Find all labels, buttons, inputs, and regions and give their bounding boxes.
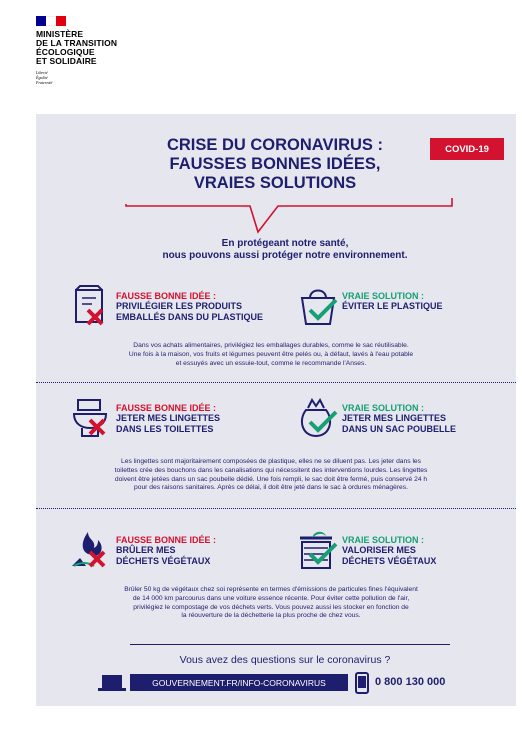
good-solution-text: ÉVITER LE PLASTIQUE [342, 301, 443, 311]
paragraph-line: et essuyés avec un essuie-tout, comme le recommande l'Anses. [175, 359, 367, 367]
reusable-bag-check-icon [296, 284, 342, 328]
good-solution-wipes [296, 396, 456, 440]
paragraph-line: toilettes crée des bouchons dans les canalisations qui nécessitent des interventions lourdes. Les lingettes [114, 466, 428, 474]
good-solution-text: JETER MES LINGETTES DANS UN SAC POUBELLE [342, 413, 457, 434]
bad-idea-label: FAUSSE BONNE IDÉE : [116, 535, 217, 545]
section-divider [36, 508, 516, 509]
toilet-cross-icon [70, 396, 116, 440]
trash-bag-check-icon [296, 396, 342, 440]
good-solution-compost [296, 528, 436, 572]
poster-title [130, 136, 420, 193]
fire-cross-icon [70, 528, 116, 572]
bad-idea-plastic [70, 284, 263, 328]
motto-line: Liberté [36, 70, 48, 75]
title-line: FAUSSES BONNES IDÉES, [169, 155, 381, 173]
laptop-icon [98, 674, 126, 692]
bad-idea-burning [70, 528, 216, 572]
hotline-phone-number[interactable]: 0 800 130 000 [375, 676, 446, 688]
paragraph-line: Dans vos achats alimentaires, privilégiez les emballages durables, comme le sac réutilisable. [133, 342, 409, 349]
bad-idea-text: BRÛLER MES DÉCHETS VÉGÉTAUX [116, 545, 211, 566]
intro-line: nous pouvons aussi protéger notre environnement. [162, 250, 408, 261]
compost-bin-check-icon [296, 528, 342, 572]
paragraph-line: pour des raisons sanitaires. Après ce délai, il doit être jeté dans le sac à ordures ménagères. [134, 484, 408, 492]
bad-idea-label: FAUSSE BONNE IDÉE : [116, 403, 217, 413]
phone-icon [355, 672, 369, 694]
ministry-line: ET SOLIDAIRE [36, 56, 97, 66]
good-solution-label: VRAIE SOLUTION : [342, 403, 425, 413]
paragraph-line: Les lingettes sont majoritairement composées de plastique, elles ne se diluent pas. Les jeter dans les [121, 458, 421, 465]
section-paragraph [46, 586, 496, 621]
bad-idea-wipes [70, 396, 220, 440]
good-solution-label: VRAIE SOLUTION : [342, 535, 425, 545]
bad-idea-label: FAUSSE BONNE IDÉE : [116, 291, 217, 301]
covid-badge: COVID-19 [430, 138, 504, 160]
intro-text [110, 238, 460, 262]
paragraph-line: privilégiez le compostage de vos déchets verts. Vous pouvez aussi les stocker en fonction de [133, 603, 409, 611]
section-paragraph [46, 342, 496, 368]
good-solution-text: VALORISER MES DÉCHETS VÉGÉTAUX [342, 545, 437, 566]
title-line: CRISE DU CORONAVIRUS : [166, 136, 384, 154]
bad-idea-text: PRIVILÉGIER LES PRODUITS EMBALLÉS DANS DU PLASTIQUE [116, 301, 264, 322]
footer-divider [130, 644, 450, 645]
info-website-link[interactable]: GOUVERNEMENT.FR/INFO-CORONAVIRUS [130, 674, 348, 691]
ministry-line: DE LA TRANSITION [36, 38, 118, 48]
ministry-line: ÉCOLOGIQUE [36, 47, 95, 57]
paragraph-line: Une fois à la maison, vos fruits et légumes peuvent être pelés ou, à défaut, lavés à l'eau potable [128, 350, 414, 358]
plastic-package-cross-icon [70, 284, 116, 328]
ministry-line: MINISTÈRE [36, 29, 84, 39]
footer-question: Vous avez des questions sur le coronavirus ? [179, 654, 391, 666]
paragraph-line: de 14 000 km parcourus dans une voiture essence récente. Pour éviter cette pollution de l'air, [132, 594, 410, 602]
good-solution-label: VRAIE SOLUTION : [342, 291, 425, 301]
intro-line: En protégeant notre santé, [221, 238, 349, 249]
motto-line: Égalité [36, 75, 48, 80]
good-solution-plastic [296, 284, 443, 328]
paragraph-line: la réouverture de la déchetterie la plus proche de chez vous. [181, 612, 361, 620]
section-divider [36, 382, 516, 383]
paragraph-line: Brûler 50 kg de végétaux chez soi représente en termes d'émissions de particules fines l'équivalent [124, 586, 418, 593]
bad-idea-text: JETER MES LINGETTES DANS LES TOILETTES [116, 413, 221, 434]
title-line: VRAIES SOLUTIONS [193, 174, 357, 192]
section-paragraph [46, 458, 496, 493]
motto-line: Fraternité [36, 80, 53, 85]
paragraph-line: doivent être jetées dans un sac poubelle dédié. Une fois rempli, le sac doit être fermé, puis conservé 24 h [114, 475, 428, 483]
